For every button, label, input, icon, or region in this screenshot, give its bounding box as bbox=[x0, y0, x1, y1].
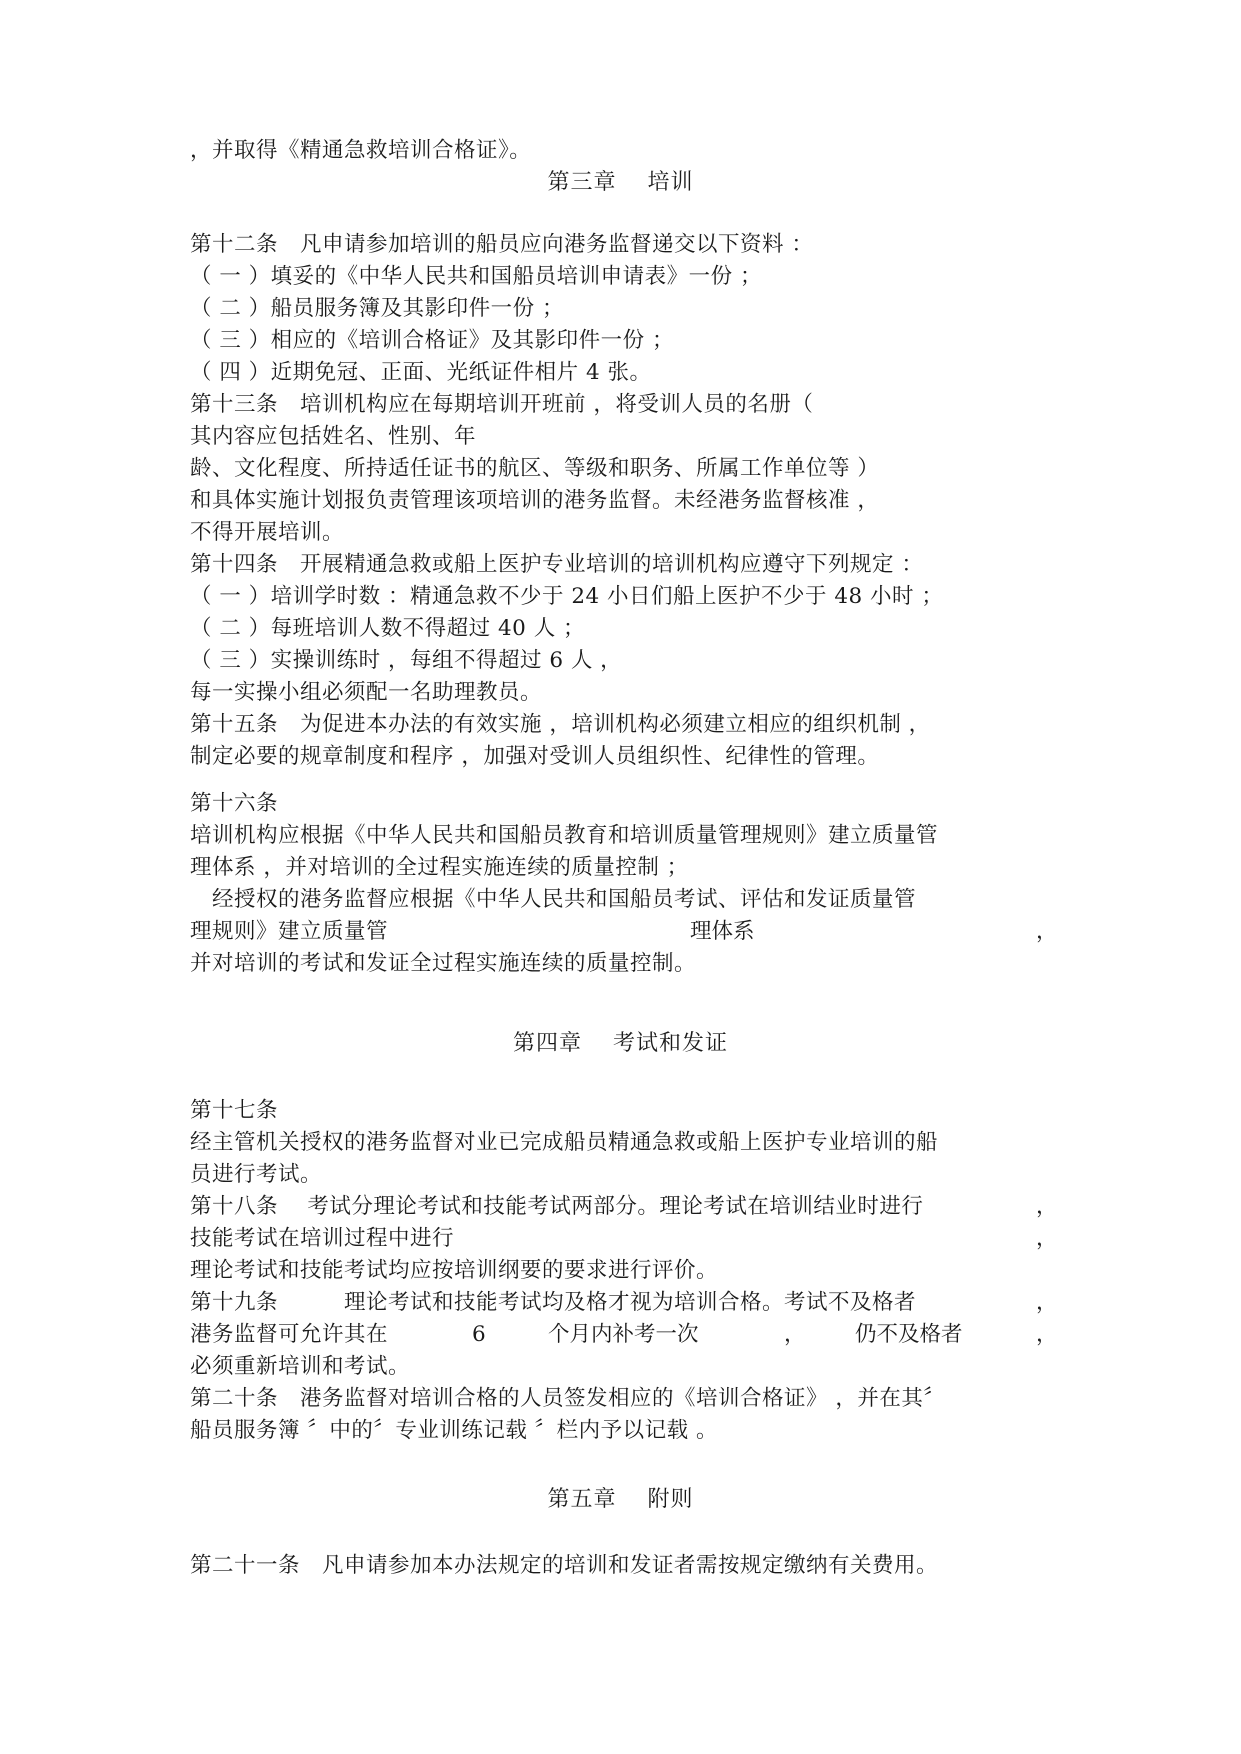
article-12-item-3: （ 三 ）相应的《培训合格证》及其影印件一份 ； bbox=[190, 328, 675, 353]
article-16-line-2: 理体系 ，并对培训的全过程实施连续的质量控制 ； bbox=[190, 855, 689, 880]
article-14-item-2: （ 二 ）每班培训人数不得超过 40 人 ； bbox=[190, 616, 586, 641]
article-16-line-1: 培训机构应根据《中华人民共和国船员教育和培训质量管理规则》建立质量管 bbox=[190, 823, 939, 848]
article-19-line-2-end: ， bbox=[1036, 1322, 1058, 1347]
article-18-line-3: 理论考试和技能考试均应按培训纲要的要求进行评价。 bbox=[190, 1258, 719, 1283]
article-12-head: 第十二条 凡申请参加培训的船员应向港务监督递交以下资料 ： bbox=[190, 232, 814, 257]
article-16-last: 并对培训的考试和发证全过程实施连续的质量控制。 bbox=[190, 951, 697, 976]
article-15-line-1: 第十五条 为促进本办法的有效实施 ，培训机构必须建立相应的组织机制 ， bbox=[190, 712, 931, 737]
article-18-line-2-end: ， bbox=[1036, 1226, 1058, 1251]
article-21: 第二十一条 凡申请参加本办法规定的培训和发证者需按规定缴纳有关费用。 bbox=[190, 1553, 939, 1578]
chapter-5-heading: 第五章 附则 bbox=[547, 1487, 694, 1512]
article-13-line-3: 龄、文化程度、所持适任证书的航区、等级和职务、所属工作单位等 ） bbox=[190, 456, 880, 481]
article-14-tail: 每一实操小组必须配一名助理教员。 bbox=[190, 680, 543, 705]
article-17-line-1: 经主管机关授权的港务监督对业已完成船员精通急救或船上医护专业培训的船 bbox=[190, 1130, 939, 1155]
article-14-item-3: （ 三 ）实操训练时 ，每组不得超过 6 人 ， bbox=[190, 648, 623, 673]
article-18-line-2: 技能考试在培训过程中进行 bbox=[190, 1226, 455, 1251]
article-12-item-1: （ 一 ）填妥的《中华人民共和国船员培训申请表》一份 ； bbox=[190, 264, 763, 289]
article-19-line-2e: 仍不及格者 bbox=[855, 1322, 963, 1347]
article-12-item-4: （ 四 ）近期免冠、正面、光纸证件相片 4 张。 bbox=[190, 360, 652, 385]
article-19-line-2d: ， bbox=[784, 1322, 806, 1347]
article-18-line-1: 第十八条 考试分理论考试和技能考试两部分。理论考试在培训结业时进行 bbox=[190, 1194, 924, 1219]
article-18-line-1-end: ， bbox=[1036, 1194, 1058, 1219]
article-14-item-1: （ 一 ）培训学时数 ：精通急救不少于 24 小日们船上医护不少于 48 小时 ； bbox=[190, 584, 944, 609]
article-16-line-4a: 理规则》建立质量管 bbox=[190, 919, 389, 944]
article-13-line-1: 第十三条 培训机构应在每期培训开班前 ，将受训人员的名册（ bbox=[190, 392, 814, 417]
article-13-line-2: 其内容应包括姓名、性别、年 bbox=[190, 424, 477, 449]
article-16-line-4b: 理体系 bbox=[690, 919, 755, 944]
article-19-line-2c: 个月内补考一次 bbox=[548, 1322, 699, 1347]
article-16-line-3: 经授权的港务监督应根据《中华人民共和国船员考试、评估和发证质量管 bbox=[190, 887, 917, 912]
article-19-line-2a: 港务监督可允许其在 bbox=[190, 1322, 389, 1347]
article-16-head: 第十六条 bbox=[190, 791, 279, 816]
article-19-line-1: 第十九条 理论考试和技能考试均及格才视为培训合格。考试不及格者 bbox=[190, 1290, 917, 1315]
article-15-line-2: 制定必要的规章制度和程序 ，加强对受训人员组织性、纪律性的管理。 bbox=[190, 744, 880, 769]
article-19-line-2b: 6 bbox=[472, 1322, 486, 1347]
chapter-3-heading: 第三章 培训 bbox=[547, 170, 694, 195]
article-20-line-2: 船员服务簿 〞中的〞专业训练记载 〞栏内予以记载 。 bbox=[190, 1418, 719, 1443]
article-17-head: 第十七条 bbox=[190, 1098, 279, 1123]
article-12-item-2: （ 二 ）船员服务簿及其影印件一份 ； bbox=[190, 296, 565, 321]
intro-line: ，并取得《精通急救培训合格证》。 bbox=[190, 138, 532, 163]
article-13-line-4: 和具体实施计划报负责管理该项培训的港务监督。未经港务监督核准 ， bbox=[190, 488, 880, 513]
article-13-line-5: 不得开展培训。 bbox=[190, 520, 345, 545]
chapter-4-heading: 第四章 考试和发证 bbox=[513, 1031, 728, 1056]
article-20-line-1: 第二十条 港务监督对培训合格的人员签发相应的《培训合格证》 ，并在其〞 bbox=[190, 1386, 946, 1411]
article-17-line-2: 员进行考试。 bbox=[190, 1162, 323, 1187]
article-19-line-1-end: ， bbox=[1036, 1290, 1058, 1315]
article-19-line-3: 必须重新培训和考试。 bbox=[190, 1354, 411, 1379]
article-16-line-4c: ， bbox=[1036, 919, 1058, 944]
article-14-head: 第十四条 开展精通急救或船上医护专业培训的培训机构应遵守下列规定 ： bbox=[190, 552, 924, 577]
